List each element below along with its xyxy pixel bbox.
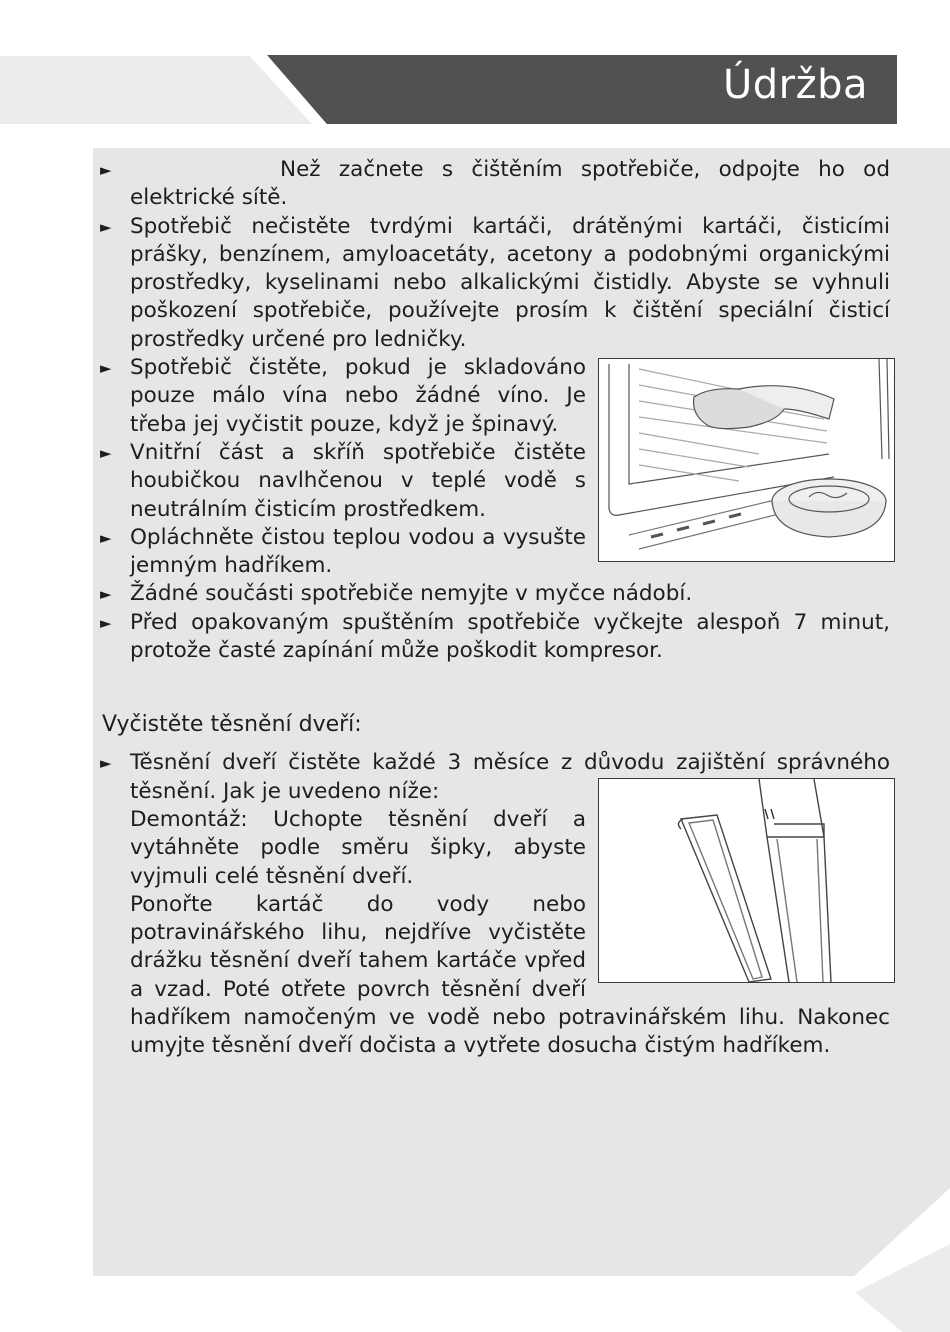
list-item-text: Spotřebič nečistěte tvrdými kartáči, drátěnými kartáči, čisticími prášky, benzínem, amyloacetáty, acetony a podobnými organickými prostředky, kyselinami nebo alkalickými čistidly. Abyste se vyhnuli poškození spotřebiče, používejte prosím k čištění speciální čisticí prostředky určené pro ledničky. [130, 213, 890, 352]
section-heading: Vyčistěte těsnění dveří: [102, 712, 362, 738]
door-seal-illustration [598, 778, 895, 983]
bullet-icon: ► [100, 754, 112, 773]
list-item-text: Těsnění dveří čistěte každé 3 měsíce z důvodu zajištění správného těsnění. Jak je uvedeno níže: [130, 750, 890, 804]
list-item [100, 439, 890, 524]
page-title: Údržba [722, 62, 868, 108]
step-demontaz: Demontáž: Uchopte těsnění dveří a vytáhněte podle směru šipky, abyste vyjmuli celé těsnění dveří. [130, 806, 586, 889]
bullet-icon: ► [100, 613, 112, 632]
bullet-icon: ► [100, 528, 112, 547]
list-item [100, 156, 890, 213]
header-left-tab [0, 56, 312, 124]
page-body [100, 156, 890, 1061]
bullet-icon: ► [100, 443, 112, 462]
list-item-text: Žádné součásti spotřebiče nemyjte v myčce nádobí. [130, 581, 693, 607]
list-item [100, 749, 890, 1060]
list-item [100, 354, 890, 439]
list-item [100, 580, 890, 608]
list-item-text: Vnitřní část a skříň spotřebiče čistěte houbičkou navlhčenou v teplé vodě s neutrálním čisticím prostředkem. [130, 439, 586, 522]
bullet-icon: ► [100, 585, 112, 604]
list-item-text: Spotřebič čistěte, pokud je skladováno pouze málo vína nebo žádné víno. Je třeba jej vyčistit pouze, když je špinavý. [130, 355, 586, 437]
step-cleaning: Ponořte kartáč do vody nebo potravinářského lihu, nejdříve vyčistěte drážku těsnění dveří tahem kartáče vpřed a vzad. Poté otřete povrch těsnění dveří hadříkem namočeným ve vodě nebo potravinářském lihu. Nakonec umyjte těsnění dveří dočista a vytřete dosucha čistým hadříkem. [130, 891, 890, 1059]
list-item-text: Opláchněte čistou teplou vodou a vysušte jemným hadříkem. [130, 524, 586, 579]
list-item-text: Než začnete s čištěním spotřebiče, odpojte ho od elektrické sítě. [130, 157, 890, 211]
bullet-icon: ► [100, 359, 112, 378]
list-item [100, 524, 890, 581]
list-item [100, 609, 890, 666]
list-item-text: Před opakovaným spuštěním spotřebiče vyčkejte alespoň 7 minut, protože časté zapínání může poškodit kompresor. [130, 609, 890, 664]
list-item [100, 213, 890, 354]
bullet-icon: ► [100, 217, 112, 236]
bullet-icon: ► [100, 161, 112, 179]
